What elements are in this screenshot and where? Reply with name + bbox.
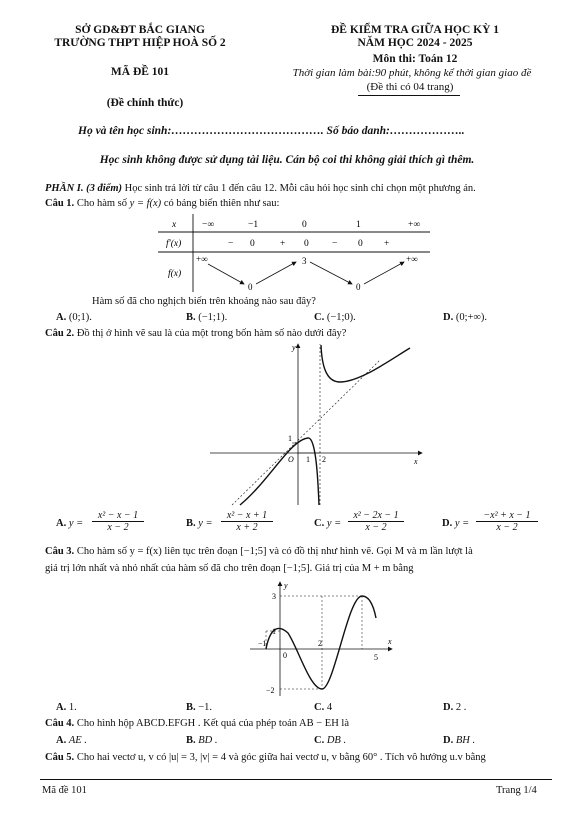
ytick-label: 1 xyxy=(288,434,292,443)
ytick-label: −2 xyxy=(266,686,275,695)
table-x-values xyxy=(202,220,420,230)
fraction-numerator: x² − x − 1 xyxy=(92,510,144,522)
q3-option-b[interactable] xyxy=(186,702,212,713)
option-lhs: y = xyxy=(198,518,213,529)
option-text: 2 . xyxy=(455,702,467,713)
option-key: B. xyxy=(186,518,196,529)
xtick-label: 5 xyxy=(374,653,378,662)
fprime-zero: 0 xyxy=(304,239,309,249)
q2-text: Đồ thị ở hình vẽ sau là của một trong bốn hàm số nào dưới đây? xyxy=(76,328,347,339)
table-fprime-label: f′(x) xyxy=(166,239,182,249)
option-lhs: y = xyxy=(68,518,84,529)
option-text: (−1;0). xyxy=(326,312,356,323)
option-key: A. xyxy=(56,702,67,713)
fprime-sign: − xyxy=(228,239,234,249)
option-key: D. xyxy=(442,518,453,529)
option-key: A. xyxy=(56,518,67,529)
option-key: A. xyxy=(56,735,67,746)
footer-rule xyxy=(40,779,552,780)
subject: Môn thi: Toán 12 xyxy=(372,53,458,65)
option-text: (−1;1). xyxy=(198,312,228,323)
f-value: 0 xyxy=(248,282,253,292)
part1-instruction: Học sinh trả lời từ câu 1 đến câu 12. Mỗi câu hỏi học sinh chỉ chọn một phương án. xyxy=(124,183,476,194)
q1-option-d[interactable] xyxy=(443,312,487,323)
x-axis-label: x xyxy=(388,637,392,646)
option-text: (0;+∞). xyxy=(455,312,488,323)
school-year: NĂM HỌC 2024 - 2025 xyxy=(357,37,473,49)
q2-c-fraction xyxy=(348,510,404,533)
official-label: (Đề chính thức) xyxy=(106,97,184,109)
exam-title: ĐỀ KIỂM TRA GIỮA HỌC KỲ 1 xyxy=(330,24,500,36)
footer-code: Mã đề 101 xyxy=(42,785,87,796)
option-text: DB . xyxy=(326,735,347,746)
q5-stem xyxy=(45,752,486,763)
fprime-sign: + xyxy=(384,239,390,249)
option-key: C. xyxy=(314,735,325,746)
q1-question: Hàm số đã cho nghịch biến trên khoảng nào sau đây? xyxy=(92,296,316,307)
q1-option-c[interactable] xyxy=(314,312,356,323)
school-name: TRƯỜNG THPT HIỆP HOÀ SỐ 2 xyxy=(54,37,226,49)
x-value: −1 xyxy=(248,220,259,230)
option-key: B. xyxy=(186,312,196,323)
part1-heading xyxy=(45,183,476,194)
q3-stem-line2: giá trị lớn nhất và nhỏ nhất của hàm số đã cho trên đoạn [−1;5]. Giá trị của M + m bằng xyxy=(45,563,414,574)
x-axis-label: x xyxy=(414,457,418,466)
q3-option-a[interactable] xyxy=(56,702,77,713)
q4-option-d[interactable] xyxy=(443,735,475,746)
option-key: D. xyxy=(443,702,454,713)
q4-option-a[interactable] xyxy=(56,735,87,746)
f-value: +∞ xyxy=(196,254,208,264)
q1-option-a[interactable] xyxy=(56,312,92,323)
option-key: D. xyxy=(443,735,454,746)
q2-label: Câu 2. xyxy=(45,328,75,339)
f-value: 0 xyxy=(356,282,361,292)
variation-table xyxy=(158,212,434,294)
page-count: (Đề thi có 04 trang) xyxy=(366,81,454,93)
q3-stem-line1 xyxy=(45,546,473,557)
student-name-dots[interactable]: …………………………………. xyxy=(171,125,324,137)
q4-option-b[interactable] xyxy=(186,735,218,746)
option-text: BD . xyxy=(198,735,218,746)
q2-option-c[interactable] xyxy=(314,518,341,529)
student-info-line xyxy=(78,125,465,137)
y-axis-label: y xyxy=(292,343,296,352)
part1-title: PHẦN I. (3 điểm) xyxy=(45,183,122,194)
q2-b-fraction xyxy=(221,510,273,533)
q1-text-b: có bảng biến thiên như sau: xyxy=(163,198,280,209)
option-text: 4 xyxy=(326,702,333,713)
fraction-denominator: x − 2 xyxy=(365,522,387,533)
option-lhs: y = xyxy=(454,518,470,529)
xtick-label: 2 xyxy=(318,639,322,648)
fraction-numerator: x² − x + 1 xyxy=(221,510,273,522)
q3-text-1: Cho hàm số y = f(x) liên tục trên đoạn [−1;5] và có đồ thị như hình vẽ. Gọi M và m lần lượt là xyxy=(76,546,473,557)
q3-graph xyxy=(240,578,400,700)
fraction-denominator: x − 2 xyxy=(496,522,518,533)
exam-notice: Học sinh không được sử dụng tài liệu. Cán bộ coi thi không giải thích gì thêm. xyxy=(99,154,475,166)
q1-text-a: Cho hàm số xyxy=(76,198,127,209)
page-count-underline xyxy=(358,95,460,96)
q4-label: Câu 4. xyxy=(45,718,75,729)
option-text: −1. xyxy=(198,702,213,713)
fprime-sign: − xyxy=(332,239,338,249)
fraction-denominator: x − 2 xyxy=(107,522,129,533)
xtick-label: −1 xyxy=(258,639,267,648)
option-text: BH . xyxy=(455,735,476,746)
y-axis-label: y xyxy=(284,581,288,590)
fprime-zero: 0 xyxy=(358,239,363,249)
fraction-numerator: −x² + x − 1 xyxy=(476,510,538,522)
option-key: B. xyxy=(186,702,196,713)
origin-label: O xyxy=(288,455,294,464)
q2-option-d[interactable] xyxy=(442,518,469,529)
q4-text: Cho hình hộp ABCD.EFGH . Kết quả của phép toán AB − EH là xyxy=(76,718,350,729)
q3-label: Câu 3. xyxy=(45,546,75,557)
fraction-numerator: x² − 2x − 1 xyxy=(348,510,404,522)
option-text: (0;1). xyxy=(68,312,92,323)
student-number-label: Số báo danh: xyxy=(326,125,390,137)
exam-time: Thời gian làm bài:90 phút, không kể thời gian giao đề xyxy=(292,67,532,79)
xtick-label: 1 xyxy=(306,455,310,464)
q5-label: Câu 5. xyxy=(45,752,75,763)
option-key: A. xyxy=(56,312,67,323)
q1-label: Câu 1. xyxy=(45,198,75,209)
ytick-label: 3 xyxy=(272,592,276,601)
option-text: AE . xyxy=(68,735,87,746)
option-text: 1. xyxy=(68,702,77,713)
q2-options xyxy=(56,510,574,546)
x-value: 1 xyxy=(356,220,361,230)
student-name-label: Họ và tên học sinh: xyxy=(78,125,172,137)
option-key: C. xyxy=(314,312,325,323)
curve-left-branch xyxy=(240,438,319,505)
q4-stem xyxy=(45,718,349,729)
q2-option-a[interactable] xyxy=(56,518,83,529)
student-number-dots[interactable]: ……………….. xyxy=(389,125,465,137)
q2-graph xyxy=(200,340,430,508)
q1-stem xyxy=(45,198,279,209)
x-value: +∞ xyxy=(408,220,421,230)
q1-function: y = f(x) xyxy=(129,198,162,209)
option-lhs: y = xyxy=(326,518,342,529)
q1-option-b[interactable] xyxy=(186,312,227,323)
ytick-label: 1 xyxy=(272,627,276,636)
footer-page: Trang 1/4 xyxy=(496,785,537,796)
q3-option-d[interactable] xyxy=(443,702,466,713)
fraction-denominator: x + 2 xyxy=(236,522,258,533)
x-value: −∞ xyxy=(202,220,215,230)
table-x-label: x xyxy=(172,220,177,230)
q2-d-fraction xyxy=(476,510,538,533)
q2-a-fraction xyxy=(92,510,144,533)
option-key: D. xyxy=(443,312,454,323)
option-key: C. xyxy=(314,518,325,529)
table-f-label: f(x) xyxy=(168,269,182,279)
x-value: 0 xyxy=(302,220,307,230)
fprime-zero: 0 xyxy=(250,239,255,249)
fprime-sign: + xyxy=(280,239,286,249)
f-value: +∞ xyxy=(406,254,418,264)
q2-stem xyxy=(45,328,346,339)
f-value: 3 xyxy=(302,256,307,266)
q3-option-c[interactable] xyxy=(314,702,332,713)
oblique-asymptote xyxy=(232,360,380,505)
q5-text: Cho hai vectơ u, v có |u| = 3, |v| = 4 và góc giữa hai vectơ u, v bằng 60° . Tích vô hướng u.v bằng xyxy=(76,752,486,763)
department-name: SỞ GD&ĐT BẮC GIANG xyxy=(75,24,205,36)
table-fprime-values xyxy=(228,239,389,249)
exam-code: MÃ ĐỀ 101 xyxy=(110,66,170,78)
xtick-label: 2 xyxy=(322,455,326,464)
option-key: B. xyxy=(186,735,196,746)
option-key: C. xyxy=(314,702,325,713)
xtick-label: 0 xyxy=(283,651,287,660)
q4-option-c[interactable] xyxy=(314,735,346,746)
curve-right-branch xyxy=(321,345,410,382)
q2-option-b[interactable] xyxy=(186,518,213,529)
